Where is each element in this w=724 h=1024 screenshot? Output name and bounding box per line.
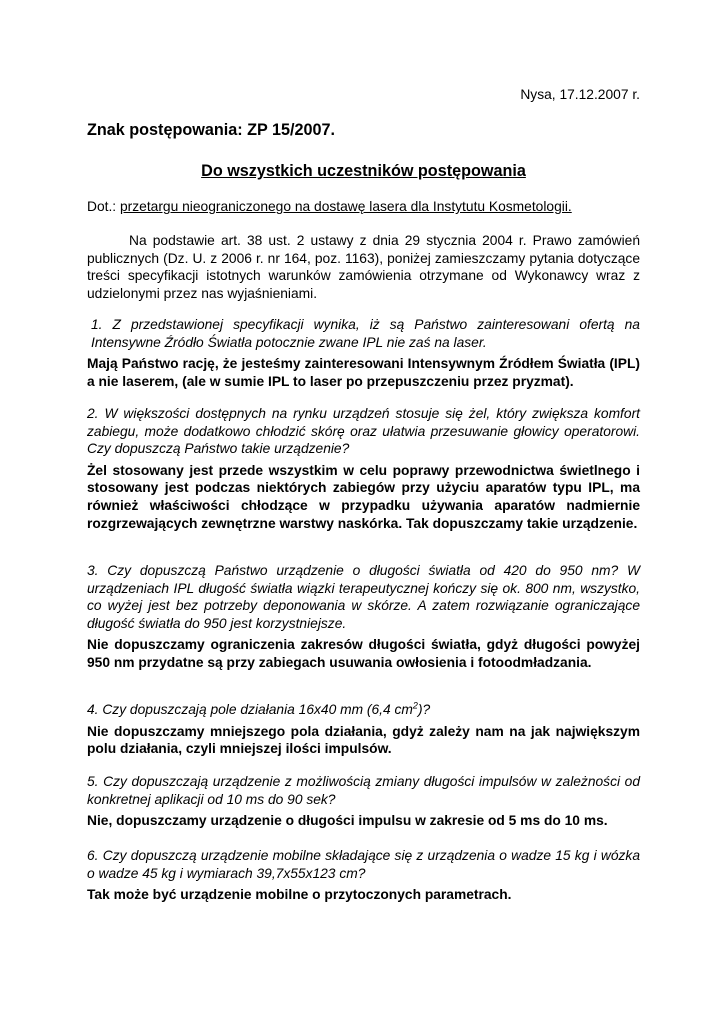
- question-5: 5. Czy dopuszczają urządzenie z możliwością zmiany długości impulsów w zależności od konkretnej aplikacji od 10 ms do 90 sek?: [87, 774, 640, 807]
- question-6: 6. Czy dopuszczą urządzenie mobilne składające się z urządzenia o wadze 15 kg i wózka o wadze 45 kg i wymiarach 39,7x55x123 cm?: [87, 848, 640, 881]
- answer-1: Mają Państwo rację, że jesteśmy zainteresowani Intensywnym Źródłem Światła (IPL) a nie laserem, (ale w sumie IPL to laser po przepuszczeniu przez pryzmat).: [87, 356, 640, 389]
- question-4: [87, 701, 640, 719]
- question-4-superscript: 2: [412, 700, 418, 711]
- addressee-heading: Do wszystkich uczestników postępowania: [201, 162, 526, 180]
- qa-item-4: [87, 701, 640, 758]
- answer-4: Nie dopuszczamy mniejszego pola działania, gdyż zależy nam na jak największym polu działania, czyli mniejszej ilości impulsów.: [87, 723, 640, 757]
- question-4-end: )?: [417, 702, 431, 717]
- answer-6: Tak może być urządzenie mobilne o przytoczonych parametrach.: [87, 887, 512, 903]
- answer-2: Żel stosowany jest przede wszystkim w celu poprawy przewodnictwa świetlnego i stosowany jest podczas niektórych zabiegów przy użyciu aparatów typu IPL, ma również właściwości chłodzące w przypadku używania aparatów nadmiernie rozgrzewających zewnętrzne warstwy naskórka. Tak dopuszczamy takie urządzenie.: [87, 462, 640, 531]
- case-number: Znak postępowania: ZP 15/2007.: [87, 121, 335, 139]
- answer-5: Nie, dopuszczamy urządzenie o długości impulsu w zakresie od 5 ms do 10 ms.: [87, 813, 608, 829]
- qa-item-2: [87, 405, 640, 532]
- question-1: 1. Z przedstawionej specyfikacji wynika, iż są Państwo zainteresowani ofertą na Intensywne Źródło Światła potocznie zwane IPL nie zaś na laser.: [91, 317, 640, 350]
- answer-3: Nie dopuszczamy ograniczenia zakresów długości światła, gdyż długości powyżej 950 nm przydatne są przy zabiegach usuwania owłosienia i fotoodmładzania.: [87, 637, 640, 670]
- intro-paragraph: Na podstawie art. 38 ust. 2 ustawy z dnia 29 stycznia 2004 r. Prawo zamówień publicznych (Dz. U. z 2006 r. nr 164, poz. 1163), poniżej zamieszczamy pytania dotyczące treści specyfikacji istotnych warunków zamówienia otrzymane od Wykonawcy wraz z udzielonymi przez nas wyjaśnieniami.: [87, 233, 640, 301]
- question-3: 3. Czy dopuszczą Państwo urządzenie o długości światła od 420 do 950 nm? W urządzeniach IPL długość światła wiązki terapeutycznej kończy się ok. 800 nm, wszystko, co wyżej jest bez potrzeby deponowania w skórze. A zatem rozwiązanie ograniczające długość światła do 950 jest korzystniejsze.: [87, 563, 640, 631]
- qa-item-3: [87, 562, 640, 672]
- qa-item-1: [87, 316, 640, 390]
- question-4-text: 4. Czy dopuszczają pole działania 16x40 mm (6,4 cm: [87, 702, 413, 717]
- subject-prefix: Dot.:: [87, 199, 120, 214]
- subject-text: przetargu nieograniczonego na dostawę lasera dla Instytutu Kosmetologii.: [119, 199, 572, 214]
- document-date: Nysa, 17.12.2007 r.: [520, 87, 640, 102]
- question-2: 2. W większości dostępnych na rynku urządzeń stosuje się żel, który zwiększa komfort zabiegu, może dodatkowo chłodzić skórę oraz ułatwia przesuwanie głowicy operatorowi. Czy dopuszczą Państwo takie urządzenie?: [87, 406, 640, 457]
- subject-line: [87, 198, 572, 216]
- qa-item-5: [87, 773, 640, 830]
- document-page: [87, 0, 640, 1024]
- qa-item-6: [87, 847, 640, 904]
